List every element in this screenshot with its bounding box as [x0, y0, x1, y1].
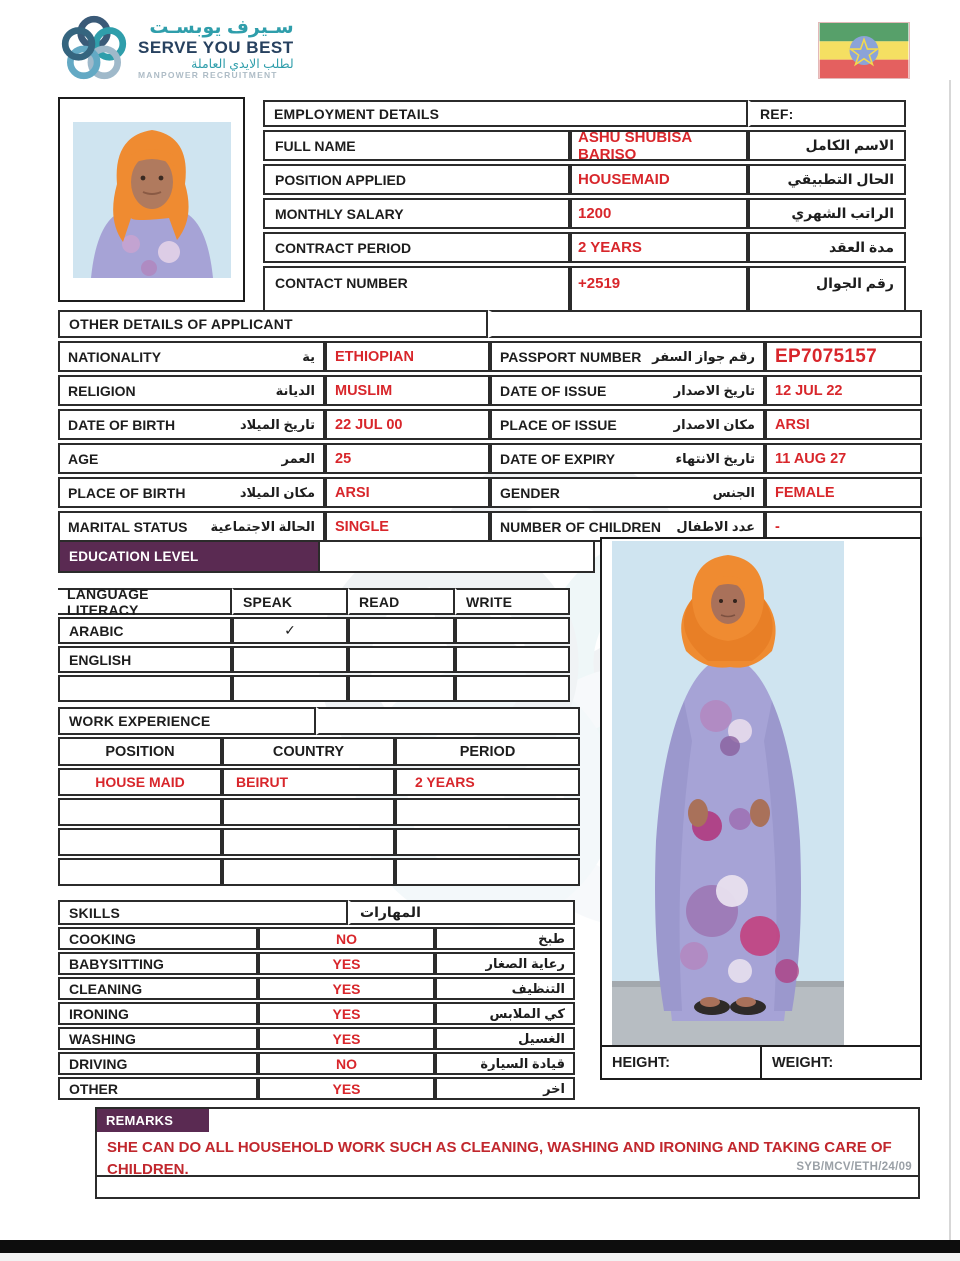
other-details-right-column	[490, 338, 922, 542]
field-label: NUMBER OF CHILDREN	[500, 518, 661, 535]
field-arabic-label: مكان الاصدار	[673, 416, 755, 432]
field-label: AGE	[68, 450, 99, 467]
field-arabic-label: الديانة	[275, 382, 315, 398]
field-label: PASSPORT NUMBER	[500, 348, 642, 365]
skills-arabic-title: المهارات	[348, 900, 575, 925]
row-religion	[58, 375, 490, 406]
field-arabic-label: الجنس	[712, 484, 755, 500]
field-arabic-label: ية	[302, 348, 315, 364]
row-date-of-expiry	[490, 443, 922, 474]
employment-row-salary	[263, 198, 906, 229]
remarks-section	[95, 1107, 920, 1199]
row-passport-number	[490, 341, 922, 372]
applicant-full-photo	[600, 537, 922, 1080]
remarks-text: SHE CAN DO ALL HOUSEHOLD WORK SUCH AS CLEANING, WASHING AND IRONING AND TAKING CARE OF CHILDREN.	[107, 1139, 892, 1178]
field-arabic-label: رقم الجوال	[748, 266, 906, 318]
write-cell	[455, 675, 570, 702]
field-arabic-label: العمر	[281, 450, 315, 466]
skill-value: NO	[258, 1052, 435, 1075]
row-age	[58, 443, 490, 474]
field-value: ARSI	[325, 477, 490, 508]
logo-subtitle: MANPOWER RECRUITMENT	[138, 70, 278, 81]
logo-arabic-subtitle: لطلب الايدي العاملة	[191, 57, 294, 72]
speak-checkmark: ✓	[232, 617, 348, 644]
agency-logo	[58, 12, 294, 86]
applicant-passport-photo	[58, 97, 245, 302]
employment-row-full-name	[263, 130, 906, 161]
language-row-arabic	[58, 617, 570, 644]
logo-knot-icon	[58, 12, 130, 86]
col-position: POSITION	[58, 737, 222, 766]
period-value: 2 YEARS	[395, 768, 580, 796]
skill-row-washing	[58, 1027, 575, 1050]
field-value: 2 YEARS	[570, 232, 748, 263]
employment-row-contract	[263, 232, 906, 263]
skill-row-cooking	[58, 927, 575, 950]
field-arabic-label: الاسم الكامل	[748, 130, 906, 161]
work-row-empty	[58, 858, 580, 886]
field-label: MONTHLY SALARY	[263, 198, 570, 229]
work-row	[58, 768, 580, 796]
skills-table	[58, 900, 575, 1100]
col-country: COUNTRY	[222, 737, 395, 766]
field-arabic-label: رقم جواز السفر	[652, 348, 755, 364]
field-value: +2519	[570, 266, 748, 318]
skill-value: YES	[258, 952, 435, 975]
other-details-title: OTHER DETAILS OF APPLICANT	[58, 310, 488, 338]
field-value: MUSLIM	[325, 375, 490, 406]
field-value: SINGLE	[325, 511, 490, 542]
language-row-empty	[58, 675, 570, 702]
field-arabic-label: الراتب الشهري	[748, 198, 906, 229]
field-label: DATE OF ISSUE	[500, 382, 607, 399]
employment-row-position	[263, 164, 906, 195]
write-cell	[455, 646, 570, 673]
language-name	[58, 675, 232, 702]
country-value: BEIRUT	[222, 768, 395, 796]
col-language-literacy: LANGUAGE LITERACY	[58, 588, 232, 615]
field-value: 1200	[570, 198, 748, 229]
skill-row-ironing	[58, 1002, 575, 1025]
speak-cell	[232, 646, 348, 673]
field-value: 22 JUL 00	[325, 409, 490, 440]
work-experience-table	[58, 707, 580, 886]
education-level-section	[58, 540, 595, 573]
skill-row-other	[58, 1077, 575, 1100]
skill-arabic: التنظيف	[435, 977, 575, 1000]
row-marital-status	[58, 511, 490, 542]
row-place-of-birth	[58, 477, 490, 508]
skill-value: YES	[258, 977, 435, 1000]
skill-arabic: الغسيل	[435, 1027, 575, 1050]
scan-bottom-margin	[0, 1253, 960, 1261]
skill-row-driving	[58, 1052, 575, 1075]
field-arabic-label: تاريخ الميلاد	[239, 416, 315, 432]
field-label: CONTACT NUMBER	[263, 266, 570, 318]
scan-edge	[949, 80, 951, 1240]
other-details-title-spacer	[488, 310, 922, 338]
field-label: RELIGION	[68, 382, 136, 399]
field-arabic-label: تاريخ الانتهاء	[675, 450, 755, 466]
language-literacy-table	[58, 585, 570, 702]
field-arabic-label: تاريخ الاصدار	[673, 382, 755, 398]
skills-title: SKILLS	[58, 900, 348, 925]
field-label: POSITION APPLIED	[263, 164, 570, 195]
skill-value: YES	[258, 1002, 435, 1025]
skill-arabic: قيادة السيارة	[435, 1052, 575, 1075]
col-speak: SPEAK	[232, 588, 348, 615]
write-cell	[455, 617, 570, 644]
row-nationality	[58, 341, 490, 372]
field-value: ETHIOPIAN	[325, 341, 490, 372]
height-weight-row	[602, 1045, 920, 1078]
remarks-title: REMARKS	[97, 1109, 209, 1132]
field-label: CONTRACT PERIOD	[263, 232, 570, 263]
col-period: PERIOD	[395, 737, 580, 766]
field-arabic-label: مكان الميلاد	[239, 484, 315, 500]
skill-name: BABYSITTING	[58, 952, 258, 975]
col-write: WRITE	[455, 588, 570, 615]
skill-value: YES	[258, 1027, 435, 1050]
field-value: 12 JUL 22	[765, 375, 922, 406]
field-value: -	[765, 511, 922, 542]
row-place-of-issue	[490, 409, 922, 440]
field-arabic-label: الحالة الاجتماعية	[210, 518, 315, 534]
education-level-title: EDUCATION LEVEL	[60, 542, 320, 571]
field-label: FULL NAME	[263, 130, 570, 161]
remarks-divider	[97, 1175, 918, 1177]
skill-name: IRONING	[58, 1002, 258, 1025]
col-read: READ	[348, 588, 455, 615]
skill-arabic: اخر	[435, 1077, 575, 1100]
row-gender	[490, 477, 922, 508]
skill-name: CLEANING	[58, 977, 258, 1000]
field-value: EP7075157	[765, 341, 922, 372]
speak-cell	[232, 675, 348, 702]
language-name: ARABIC	[58, 617, 232, 644]
skill-name: COOKING	[58, 927, 258, 950]
field-label: DATE OF EXPIRY	[500, 450, 616, 467]
field-value: ASHU SHUBISA BARISO	[570, 130, 748, 161]
field-value: ARSI	[765, 409, 922, 440]
work-experience-title-spacer	[316, 707, 580, 735]
weight-label: WEIGHT:	[760, 1047, 920, 1078]
skill-arabic: كي الملابس	[435, 1002, 575, 1025]
read-cell	[348, 646, 455, 673]
read-cell	[348, 675, 455, 702]
field-arabic-label: عدد الاطفال	[676, 518, 755, 534]
row-date-of-birth	[58, 409, 490, 440]
skill-name: OTHER	[58, 1077, 258, 1100]
work-row-empty	[58, 828, 580, 856]
field-label: DATE OF BIRTH	[68, 416, 176, 433]
field-value: 11 AUG 27	[765, 443, 922, 474]
height-label: HEIGHT:	[612, 1054, 670, 1071]
work-row-empty	[58, 798, 580, 826]
field-arabic-label: مدة العقد	[748, 232, 906, 263]
logo-title: SERVE YOU BEST	[138, 38, 294, 58]
work-experience-title: WORK EXPERIENCE	[58, 707, 316, 735]
field-arabic-label: الحال التطبيقي	[748, 164, 906, 195]
ethiopia-flag-icon	[818, 22, 910, 79]
logo-arabic-title: سـيرف يوبسـت	[149, 17, 294, 39]
skill-name: DRIVING	[58, 1052, 258, 1075]
employment-details-table	[263, 100, 906, 318]
skill-value: YES	[258, 1077, 435, 1100]
other-details-left-column	[58, 338, 490, 542]
field-label: PLACE OF ISSUE	[500, 416, 617, 433]
position-value: HOUSE MAID	[58, 768, 222, 796]
skill-arabic: رعاية الصغار	[435, 952, 575, 975]
language-row-english	[58, 646, 570, 673]
field-label: MARITAL STATUS	[68, 518, 188, 535]
field-label: NATIONALITY	[68, 348, 162, 365]
skill-row-babysitting	[58, 952, 575, 975]
field-value: 25	[325, 443, 490, 474]
field-value: HOUSEMAID	[570, 164, 748, 195]
field-label: GENDER	[500, 484, 560, 501]
ref-label: REF:	[748, 100, 906, 127]
row-date-of-issue	[490, 375, 922, 406]
other-details-table	[58, 310, 922, 542]
education-level-value	[320, 542, 593, 571]
document-reference-code: SYB/MCV/ETH/24/09	[796, 1161, 912, 1173]
field-label: PLACE OF BIRTH	[68, 484, 186, 501]
read-cell	[348, 617, 455, 644]
skill-arabic: طبخ	[435, 927, 575, 950]
scan-bottom-bar	[0, 1240, 960, 1253]
skill-value: NO	[258, 927, 435, 950]
employment-details-title: EMPLOYMENT DETAILS	[263, 100, 748, 127]
skill-name: WASHING	[58, 1027, 258, 1050]
language-name: ENGLISH	[58, 646, 232, 673]
field-value: FEMALE	[765, 477, 922, 508]
skill-row-cleaning	[58, 977, 575, 1000]
